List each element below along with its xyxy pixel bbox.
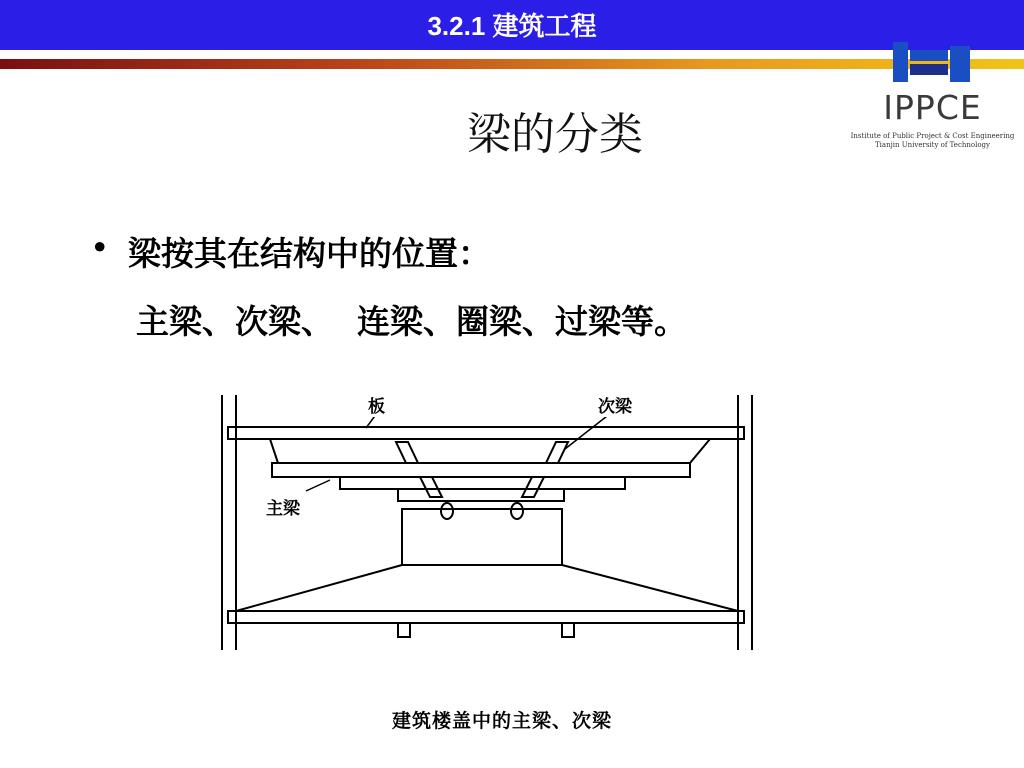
lower-taper-right [562,565,738,611]
bullet-text-line2: 主梁、次梁、 连梁、圈梁、过梁等。 [136,302,687,341]
secondary-beam-3 [420,477,442,497]
label-main-beam: 主梁 [266,494,300,519]
bullet-marker: • [90,228,110,267]
central-column [402,509,562,565]
lower-taper-left [236,565,402,611]
logo-emblem-icon [845,40,1020,90]
secondary-beam-4 [522,477,544,497]
logo-subtitle-university: Tianjin University of Technology [875,141,990,149]
header-title: 3.2.1 建筑工程 [427,11,597,41]
main-beam-lower [398,489,564,501]
bottom-slab [228,611,744,623]
secondary-beam-2 [546,442,568,463]
main-beam-upper [272,463,690,477]
figure-caption: 建筑楼盖中的主梁、次梁 [392,710,613,732]
label-secondary-beam: 次梁 [598,392,632,417]
main-beam-middle [340,477,625,489]
logo-subtitle-institute: Institute of Public Project & Cost Engineering [850,132,1015,140]
secondary-beam-end-2 [511,503,523,519]
top-slab [228,427,744,439]
bullet-text-line1: 梁按其在结构中的位置： [128,234,491,273]
label-slab: 板 [368,392,385,417]
bottom-stub-1 [398,623,410,637]
bottom-stub-2 [562,623,574,637]
secondary-beam-1 [396,442,418,463]
secondary-beam-end-1 [441,503,453,519]
beam-diagram [210,385,770,660]
slab-taper [270,439,710,463]
logo-text: IPPCE [883,88,982,127]
slide-title: 梁的分类 [467,109,643,160]
main-beam-leader [306,480,330,491]
